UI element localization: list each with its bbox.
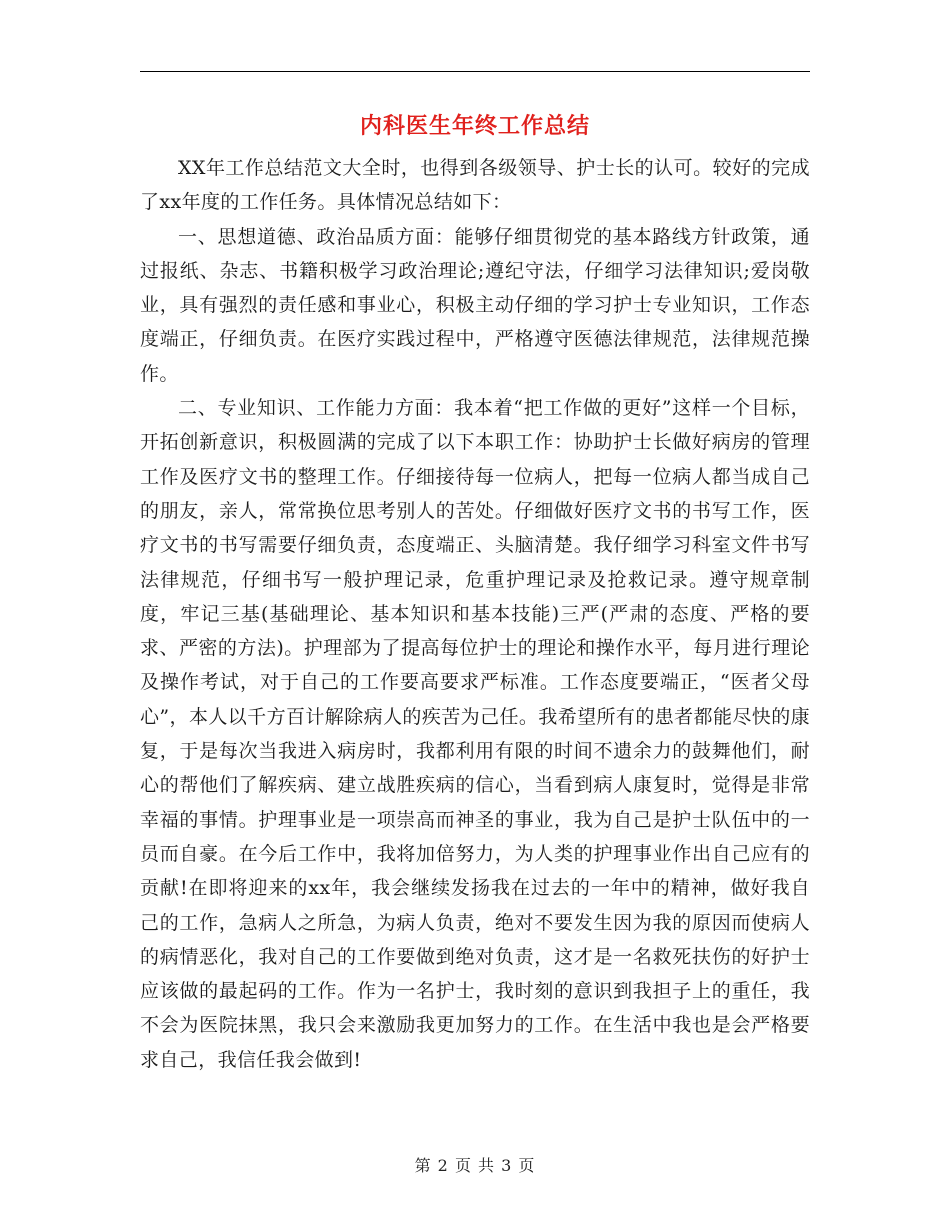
paragraph-intro: XX年工作总结范文大全时，也得到各级领导、护士长的认可。较好的完成了xx年度的工作任务。具体情况总结如下： xyxy=(140,157,810,214)
document-title: 内科医生年终工作总结 xyxy=(359,113,590,139)
paragraph-section-2: 二、专业知识、工作能力方面：我本着“把工作做的更好”这样一个目标，开拓创新意识，积极圆满的完成了以下本职工作：协助护士长做好病房的管理工作及医疗文书的整理工作。仔细接待每一位病人，把每一位病人都当成自己的朋友，亲人，常常换位思考别人的苦处。仔细做好医疗文书的书写工作，医疗文书的书写需要仔细负责，态度端正、头脑清楚。我仔细学习科室文件书写法律规范，仔细书写一般护理记录，危重护理记录及抢救记录。遵守规章制度，牢记三基(基础理论、基本知识和基本技能)三严(严肃的态度、严格的要求、严密的方法)。护理部为了提高每位护士的理论和操作水平，每月进行理论及操作考试，对于自己的工作要高要求严标准。工作态度要端正，“医者父母心”，本人以千方百计解除病人的疾苦为己任。我希望所有的患者都能尽快的康复，于是每次当我进入病房时，我都利用有限的时间不遗余力的鼓舞他们，耐心的帮他们了解疾病、建立战胜疾病的信心，当看到病人康复时，觉得是非常幸福的事情。护理事业是一项崇高而神圣的事业，我为自己是护士队伍中的一员而自豪。在今后工作中，我将加倍努力，为人类的护理事业作出自己应有的贡献!在即将迎来的xx年，我会继续发扬我在过去的一年中的精神，做好我自己的工作，急病人之所急，为病人负责，绝对不要发生因为我的原因而使病人的病情恶化，我对自己的工作要做到绝对负责，这才是一名救死扶伤的好护士应该做的最起码的工作。作为一名护士，我时刻的意识到我担子上的重任，我不会为医院抹黑，我只会来激励我更加努力的工作。在生活中我也是会严格要求自己，我信任我会做到! xyxy=(140,397,810,1071)
document-body xyxy=(140,151,810,1077)
paragraph-section-1: 一、思想道德、政治品质方面：能够仔细贯彻党的基本路线方针政策，通过报纸、杂志、书籍积极学习政治理论;遵纪守法，仔细学习法律知识;爱岗敬业，具有强烈的责任感和事业心，积极主动仔细的学习护士专业知识，工作态度端正，仔细负责。在医疗实践过程中，严格遵守医德法律规范，法律规范操作。 xyxy=(140,225,810,385)
header-rule xyxy=(140,71,810,72)
page-footer: 第 2 页 共 3 页 xyxy=(414,1156,536,1175)
